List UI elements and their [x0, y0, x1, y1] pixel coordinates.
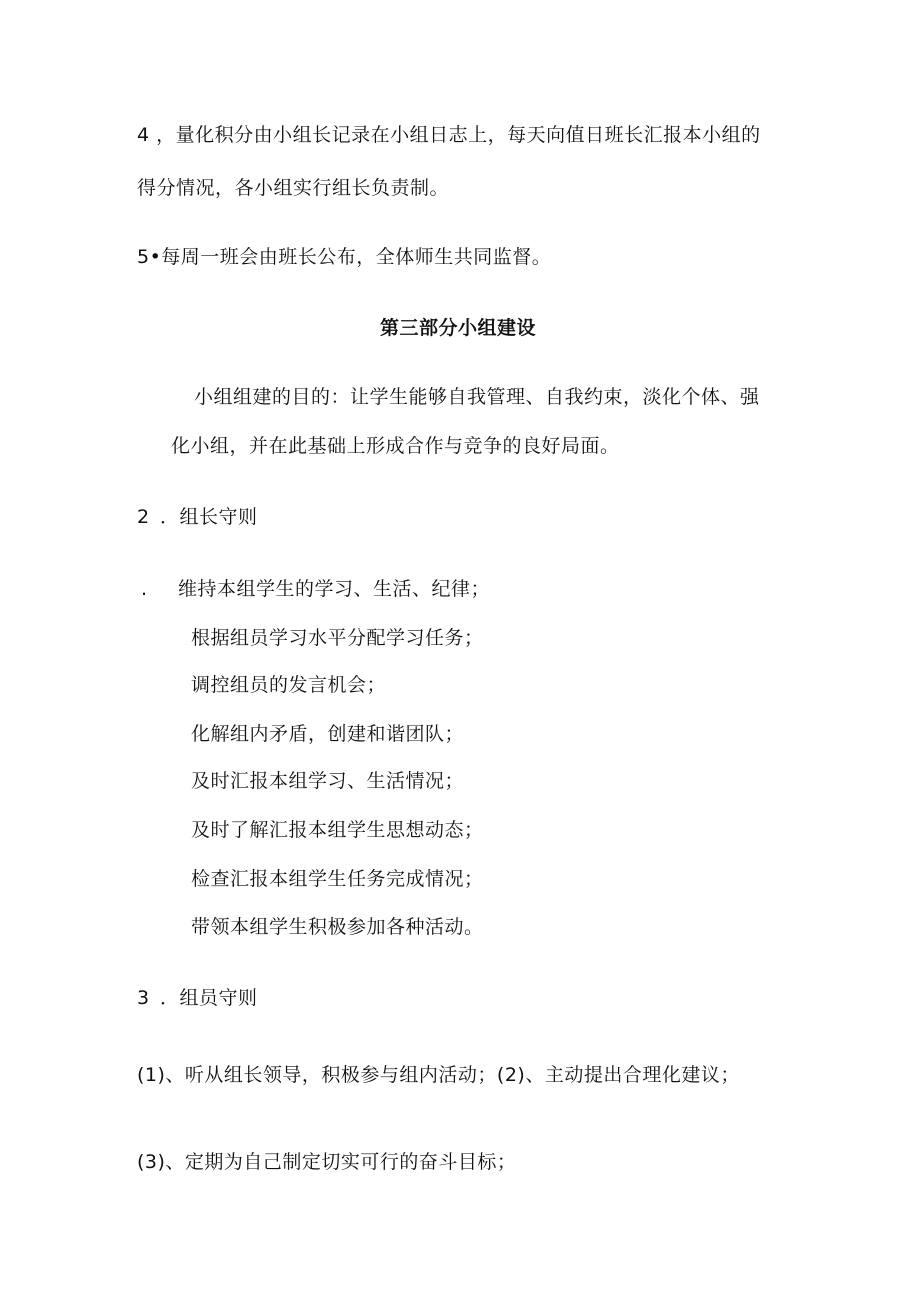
list-item: 根据组员学习水平分配学习任务；: [191, 627, 484, 649]
member-rule-line: (1)、听从组长领导，积极参与组内活动；(2)、主动提出合理化建议；: [137, 1064, 740, 1086]
leader-rules-title: ．组长守则: [160, 506, 258, 528]
list-item: 检查汇报本组学生任务完成情况；: [191, 868, 484, 890]
list-item: 化解组内矛盾，创建和谐团队；: [191, 723, 465, 745]
list-item: 及时了解汇报本组学生思想动态；: [191, 819, 484, 841]
list-item: 维持本组学生的学习、生活、纪律；: [178, 578, 491, 600]
list-bullet: .: [141, 578, 148, 600]
list-item: 调控组员的发言机会；: [191, 674, 387, 696]
list-item: 带领本组学生积极参加各种活动。: [191, 916, 484, 938]
paragraph-line: 4 ，量化积分由小组长记录在小组日志上，每天向值日班长汇报本小组的: [137, 124, 761, 146]
section-heading: 第三部分小组建设: [380, 317, 537, 339]
list-item: 及时汇报本组学习、生活情况；: [191, 770, 465, 792]
paragraph-line: 得分情况，各小组实行组长负责制。: [137, 177, 450, 199]
member-rules-number: 3: [137, 987, 150, 1009]
leader-rules-number: 2: [137, 506, 150, 528]
member-rules-title: ．组员守则: [160, 987, 258, 1009]
member-rule-line: (3)、定期为自己制定切实可行的奋斗目标；: [137, 1151, 517, 1173]
purpose-line: 小组组建的目的：让学生能够自我管理、自我约束，淡化个体、强: [194, 386, 760, 408]
purpose-line: 化小组，并在此基础上形成合作与竞争的良好局面。: [171, 435, 620, 457]
paragraph-line: 5•每周一班会由班长公布，全体师生共同监督。: [137, 246, 552, 268]
